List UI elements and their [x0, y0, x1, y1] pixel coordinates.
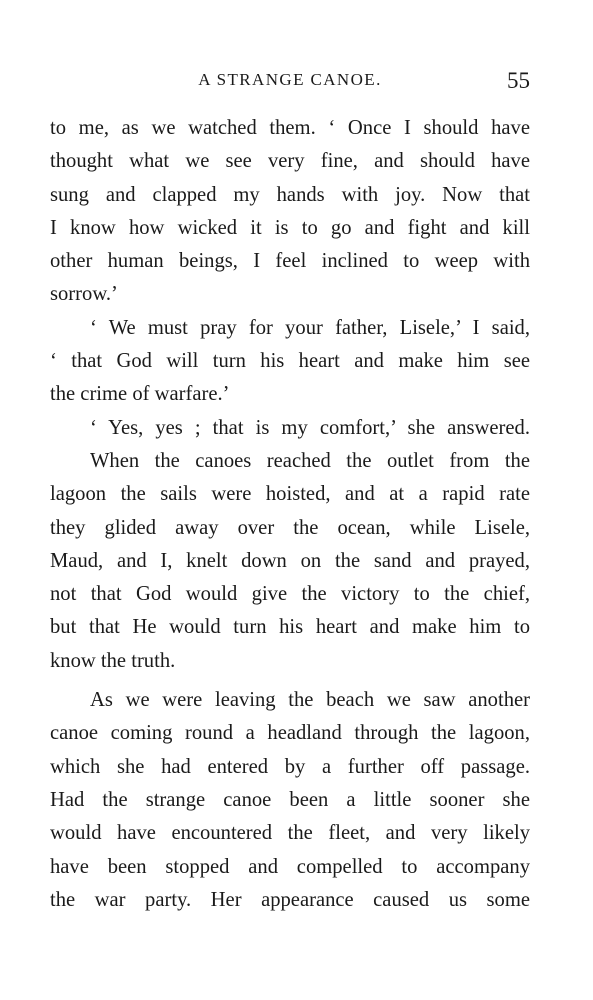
text-line: lagoon the sails were hoisted, and at a rapid rate	[50, 483, 530, 506]
text-line: they glided away over the ocean, while Lisele,	[50, 516, 530, 539]
text-line: know the truth.	[50, 649, 176, 672]
text-line: have been stopped and compelled to accompany	[50, 855, 530, 878]
running-title: A STRANGE CANOE.	[198, 70, 382, 89]
text-line: ‘ Yes, yes ; that is my comfort,’ she answered.	[90, 416, 530, 439]
page-number: 55	[507, 68, 530, 93]
body-text	[50, 112, 530, 917]
text-line: but that He would turn his heart and make him to	[50, 616, 530, 639]
running-head	[50, 68, 530, 98]
text-line: would have encountered the fleet, and very likely	[50, 822, 530, 845]
text-line: not that God would give the victory to the chief,	[50, 583, 530, 606]
text-line: the war party. Her appearance caused us some	[50, 888, 530, 911]
text-line: to me, as we watched them. ‘ Once I should have	[50, 117, 530, 139]
text-line: other human beings, I feel inclined to weep with	[50, 250, 530, 273]
text-line: Had the strange canoe been a little sooner she	[50, 788, 530, 811]
text-line: Maud, and I, knelt down on the sand and prayed,	[50, 549, 530, 572]
text-line: I know how wicked it is to go and fight and kill	[50, 216, 530, 239]
text-line: thought what we see very fine, and should have	[50, 150, 530, 173]
text-line: sorrow.’	[50, 283, 118, 306]
text-line: which she had entered by a further off passage.	[50, 755, 530, 778]
text-line: As we were leaving the beach we saw another	[90, 689, 530, 712]
text-line: When the canoes reached the outlet from the	[90, 449, 530, 472]
text-line: ‘ that God will turn his heart and make him see	[50, 350, 530, 373]
text-line: canoe coming round a headland through the lagoon,	[50, 722, 530, 745]
text-line: the crime of warfare.’	[50, 383, 230, 406]
text-line: sung and clapped my hands with joy. Now that	[50, 183, 530, 206]
text-line: ‘ We must pray for your father, Lisele,’ I said,	[90, 316, 530, 339]
